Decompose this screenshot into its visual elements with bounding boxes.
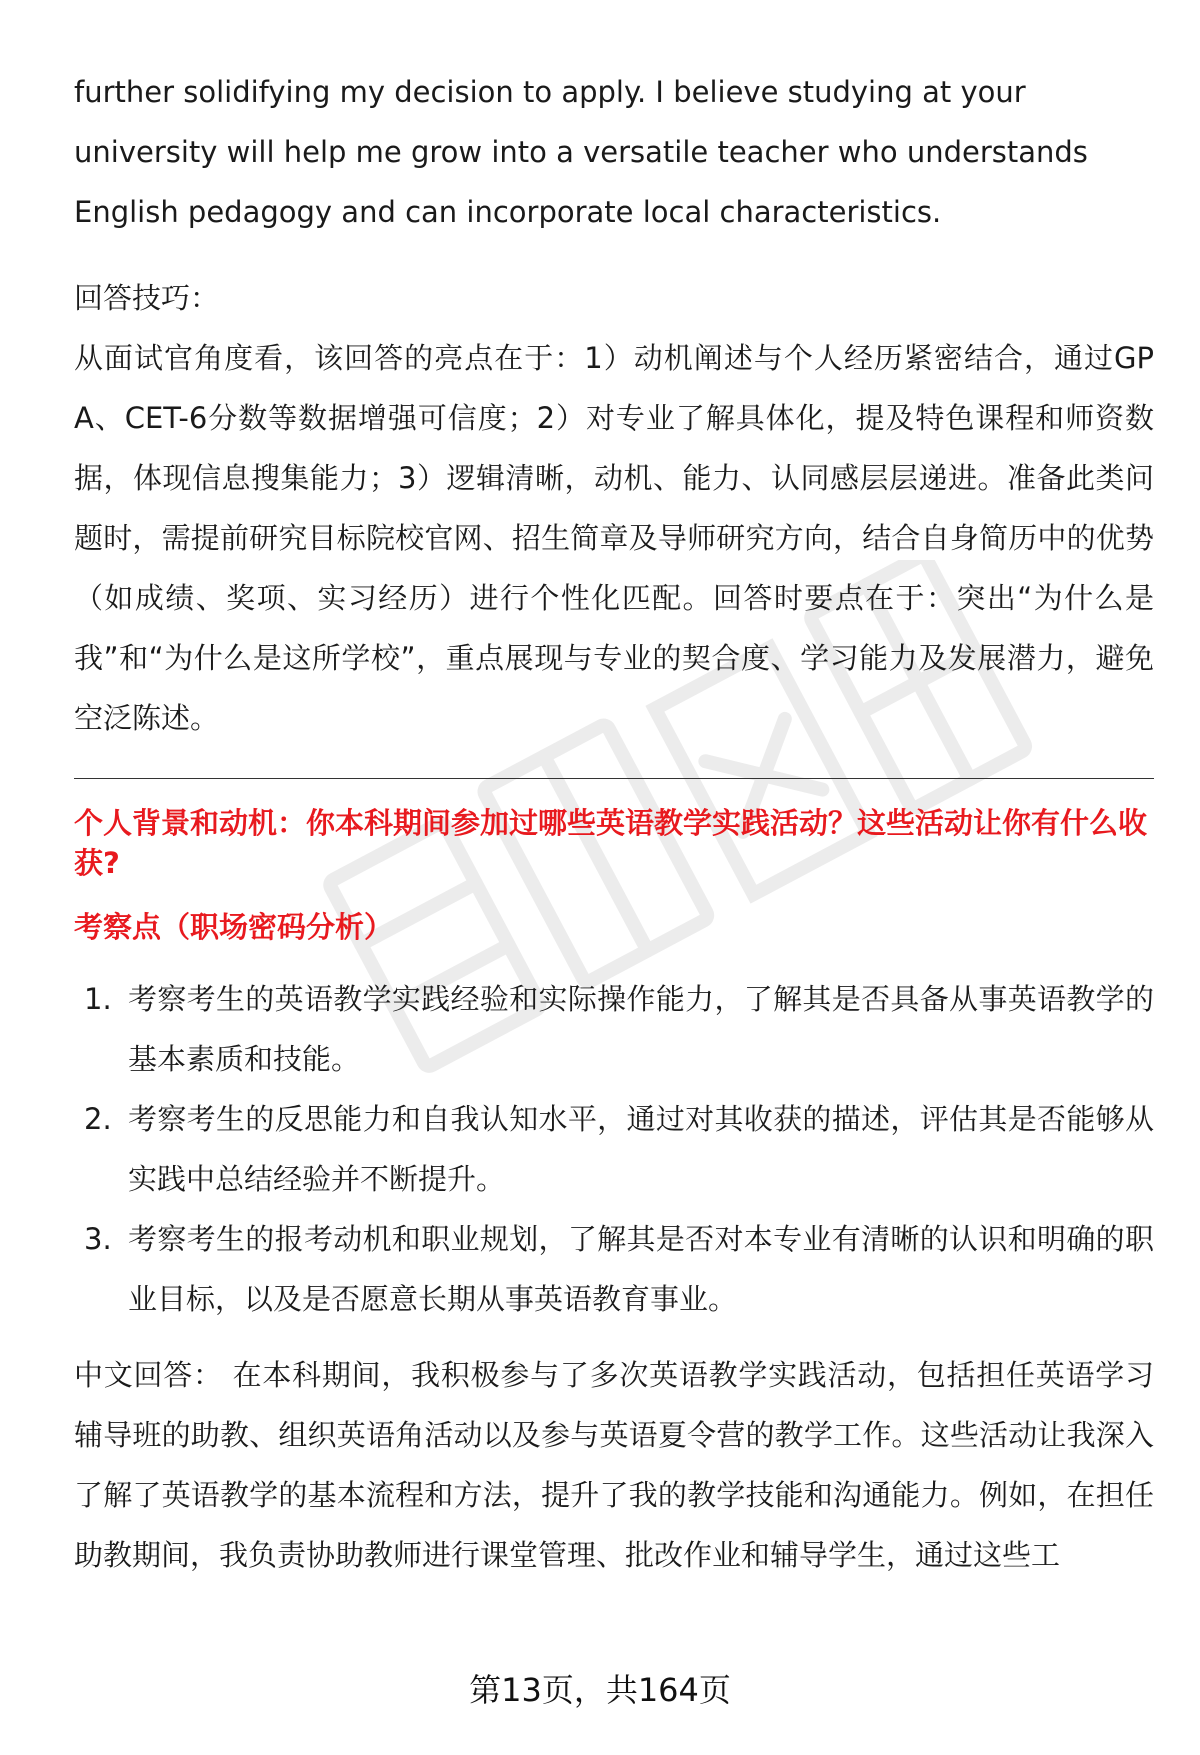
list-item — [74, 1209, 1154, 1329]
page-number-footer: 第13页，共164页 — [469, 1671, 731, 1709]
question-title: 个人背景和动机：你本科期间参加过哪些英语教学实践活动？这些活动让你有什么收获? — [74, 806, 1148, 880]
list-item-text: 考察考生的反思能力和自我认知水平，通过对其收获的描述，评估其是否能够从实践中总结经验并不断提升。 — [128, 1102, 1154, 1196]
analysis-subheading: 考察点（职场密码分析） — [74, 910, 394, 944]
list-item-number: 3. — [84, 1222, 112, 1256]
section-divider — [74, 778, 1154, 779]
list-item-number: 2. — [84, 1102, 112, 1136]
list-item-text: 考察考生的报考动机和职业规划，了解其是否对本专业有清晰的认识和明确的职业目标，以及是否愿意长期从事英语教育事业。 — [128, 1222, 1154, 1316]
tips-body: 从面试官角度看，该回答的亮点在于：1）动机阐述与个人经历紧密结合，通过GPA、CET-6分数等数据增强可信度；2）对专业了解具体化，提及特色课程和师资数据，体现信息搜集能力；3）逻辑清晰，动机、能力、认同感层层递进。准备此类问题时，需提前研究目标院校官网、招生简章及导师研究方向，结合自身简历中的优势（如成绩、奖项、实习经历）进行个性化匹配。回答时要点在于：突出“为什么是我”和“为什么是这所学校”，重点展现与专业的契合度、学习能力及发展潜力，避免空泛陈述。 — [74, 341, 1154, 735]
document-page — [74, 62, 1154, 1585]
list-item-number: 1. — [84, 982, 112, 1016]
list-item — [74, 969, 1154, 1089]
tips-label: 回答技巧： — [74, 281, 220, 315]
chinese-answer-paragraph: 中文回答： 在本科期间，我积极参与了多次英语教学实践活动，包括担任英语学习辅导班的助教、组织英语角活动以及参与英语夏令营的教学工作。这些活动让我深入了解了英语教学的基本流程和方法，提升了我的教学技能和沟通能力。例如，在担任助教期间，我负责协助教师进行课堂管理、批改作业和辅导学生，通过这些工 — [74, 1358, 1154, 1572]
list-item-text: 考察考生的英语教学实践经验和实际操作能力，了解其是否具备从事英语教学的基本素质和技能。 — [128, 982, 1154, 1076]
analysis-points-list — [74, 969, 1154, 1329]
list-item — [74, 1089, 1154, 1209]
english-answer-paragraph: further solidifying my decision to apply. I believe studying at your university will help me grow into a versatile teacher who understands English pedagogy and can incorporate local characteristics. — [74, 75, 1088, 229]
